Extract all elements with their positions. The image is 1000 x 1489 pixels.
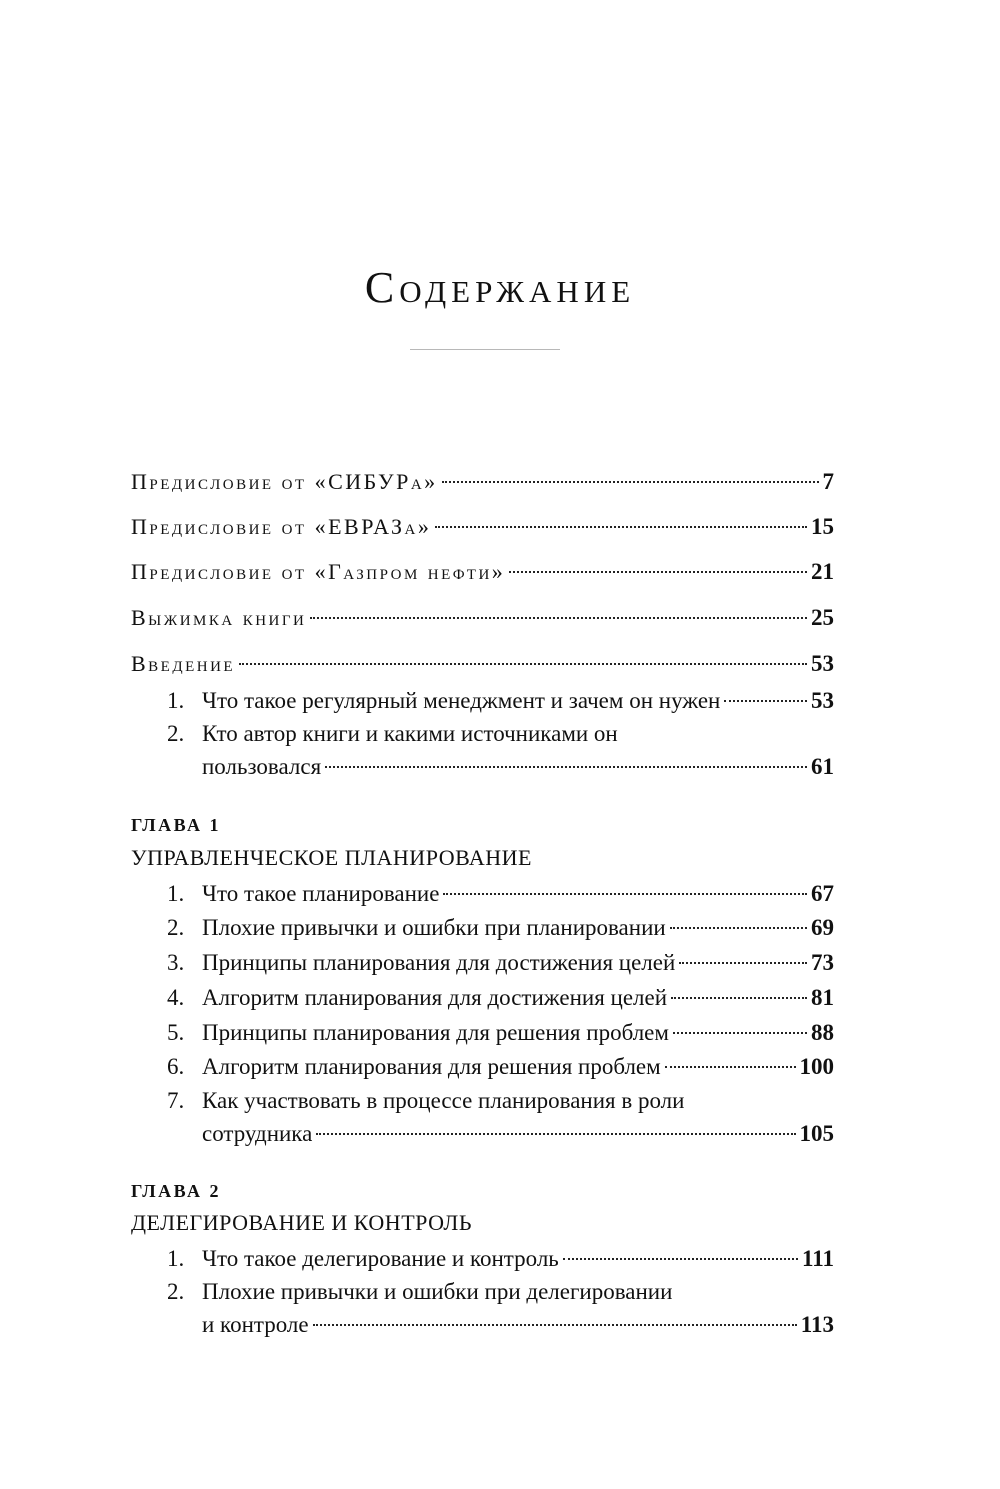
chapter-title[interactable]: УПРАВЛЕНЧЕСКОЕ ПЛАНИРОВАНИЕ [131, 845, 532, 870]
toc-subentry[interactable] [167, 1052, 834, 1082]
dot-leader [310, 617, 807, 619]
toc-subentry-label-line1: Плохие привычки и ошибки при делегировании [202, 1279, 673, 1304]
dot-leader [665, 1066, 796, 1068]
toc-subentry-label-line1: Кто автор книги и какими источниками он [202, 721, 618, 746]
dot-leader [670, 927, 807, 929]
toc-subentry-label: Алгоритм планирования для достижения целей [202, 985, 668, 1010]
toc-entry[interactable] [131, 512, 834, 542]
toc-subentry-label: Что такое делегирование и контроль [202, 1246, 559, 1271]
toc-subentry-page: 61 [811, 754, 834, 779]
toc-subentry-number: 3. [167, 950, 185, 975]
toc-entry-page: 53 [811, 651, 834, 676]
dot-leader [239, 663, 807, 665]
toc-subentry-label: Алгоритм планирования для решения проблем [202, 1054, 661, 1079]
dot-leader [442, 481, 819, 483]
toc-subentry-number: 1. [167, 881, 185, 906]
dot-leader [325, 766, 807, 768]
dot-leader [443, 893, 807, 895]
toc-entry[interactable] [131, 467, 834, 497]
chapter-label: ГЛАВА 1 [131, 815, 222, 835]
toc-subentry[interactable] [167, 913, 834, 943]
toc-entry[interactable] [131, 649, 834, 679]
toc-entry-label: Выжимка книги [131, 605, 307, 630]
toc-entry[interactable] [131, 603, 834, 633]
toc-subentry-page: 105 [799, 1121, 834, 1146]
toc-subentry-page: 69 [811, 915, 834, 940]
toc-subentry-label: Принципы планирования для достижения целей [202, 950, 676, 975]
toc-entry-label: Предисловие от «ЕВРАЗа» [131, 514, 432, 539]
toc-subentry[interactable] [167, 948, 834, 978]
toc-subentry-number: 1. [167, 688, 185, 713]
toc-subentry-label: Что такое регулярный менеджмент и зачем он нужен [202, 688, 721, 713]
toc-subentry-page: 113 [800, 1312, 834, 1337]
toc-entry-label: Введение [131, 651, 236, 676]
toc-subentry-number: 1. [167, 1246, 185, 1271]
toc-subentry-continuation[interactable] [202, 1119, 834, 1149]
toc-subentry[interactable] [167, 1244, 834, 1274]
toc-subentry-number: 7. [167, 1088, 185, 1113]
toc-subentry[interactable] [167, 1277, 834, 1307]
chapter-title[interactable]: ДЕЛЕГИРОВАНИЕ И КОНТРОЛЬ [131, 1210, 472, 1235]
toc-subentry[interactable] [167, 1086, 834, 1116]
toc-entry-label: Предисловие от «СИБУРа» [131, 469, 438, 494]
toc-subentry-number: 2. [167, 1279, 185, 1304]
dot-leader [673, 1032, 807, 1034]
dot-leader [313, 1324, 797, 1326]
toc-entry-page: 21 [811, 559, 834, 584]
toc-subentry-page: 67 [811, 881, 834, 906]
toc-subentry-page: 111 [802, 1246, 834, 1271]
dot-leader [671, 997, 807, 999]
toc-subentry-page: 88 [811, 1020, 834, 1045]
toc-entry-page: 25 [811, 605, 834, 630]
toc-subentry-continuation[interactable] [202, 1310, 834, 1340]
title-divider [410, 349, 560, 350]
toc-subentry[interactable] [167, 983, 834, 1013]
toc-entry-page: 7 [822, 469, 834, 494]
toc-subentry-page: 100 [799, 1054, 834, 1079]
chapter-label: ГЛАВА 2 [131, 1181, 222, 1201]
dot-leader [509, 571, 807, 573]
toc-subentry-label: Что такое планирование [202, 881, 440, 906]
toc-subentry[interactable] [167, 719, 834, 749]
dot-leader [679, 962, 807, 964]
toc-subentry-page: 53 [811, 688, 834, 713]
dot-leader [724, 700, 807, 702]
toc-subentry-label: Принципы планирования для решения проблем [202, 1020, 669, 1045]
toc-entry-page: 15 [811, 514, 834, 539]
dot-leader [563, 1258, 798, 1260]
toc-subentry-label: пользовался [202, 754, 322, 779]
toc-subentry-label: Плохие привычки и ошибки при планировании [202, 915, 666, 940]
toc-subentry-number: 2. [167, 721, 185, 746]
toc-subentry-number: 6. [167, 1054, 185, 1079]
toc-subentry-label: и контроле [202, 1312, 309, 1337]
toc-subentry-label: сотрудника [202, 1121, 313, 1146]
toc-subentry-continuation[interactable] [202, 752, 834, 782]
toc-entry[interactable] [131, 557, 834, 587]
toc-subentry-number: 5. [167, 1020, 185, 1045]
toc-subentry[interactable] [167, 686, 834, 716]
dot-leader [316, 1133, 795, 1135]
toc-subentry-number: 4. [167, 985, 185, 1010]
toc-subentry-number: 2. [167, 915, 185, 940]
toc-subentry[interactable] [167, 879, 834, 909]
toc-subentry-label-line1: Как участвовать в процессе планирования в роли [202, 1088, 685, 1113]
dot-leader [435, 526, 807, 528]
toc-subentry-page: 81 [811, 985, 834, 1010]
toc-entry-label: Предисловие от «Газпром нефти» [131, 559, 506, 584]
page-title: Содержание [364, 263, 636, 312]
toc-subentry-page: 73 [811, 950, 834, 975]
toc-subentry[interactable] [167, 1018, 834, 1048]
